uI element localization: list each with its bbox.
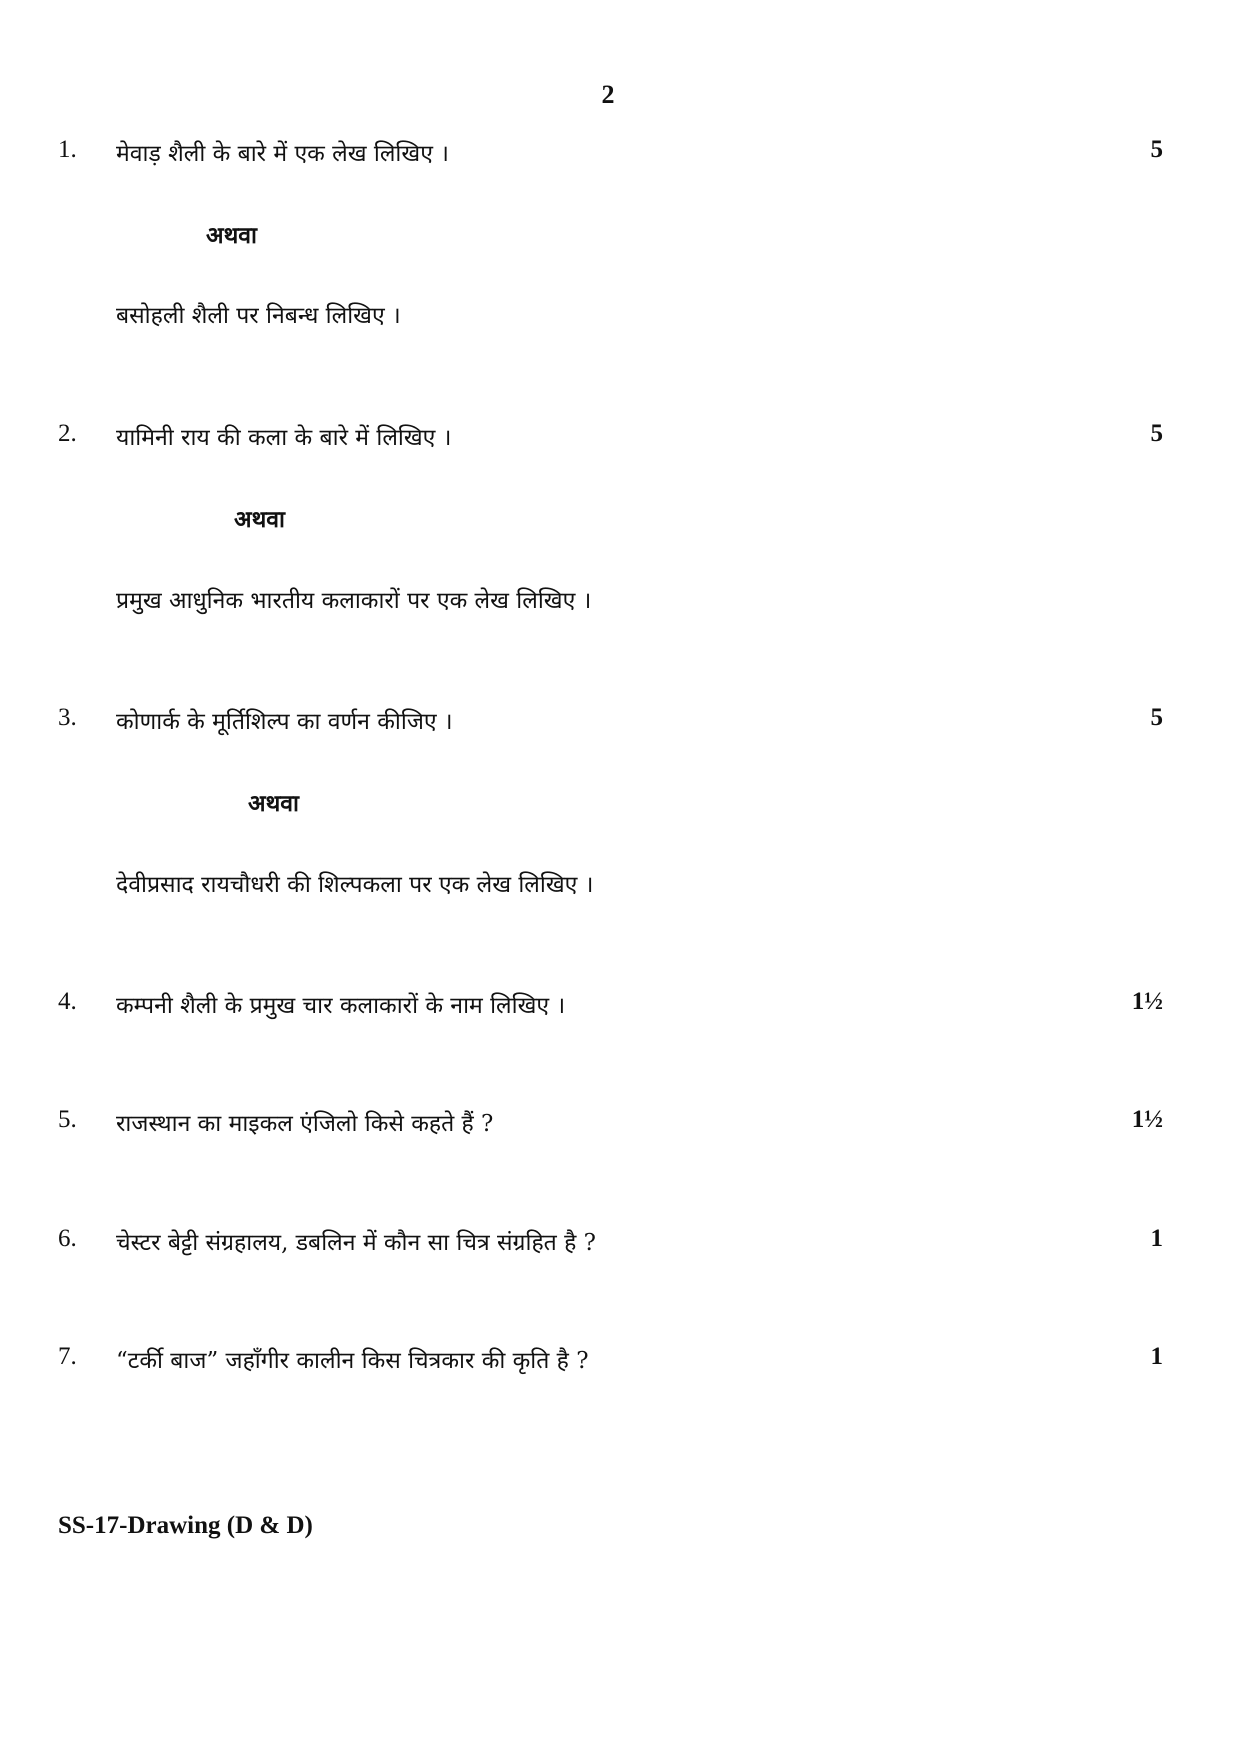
question-text: चेस्टर बेट्टी संग्रहालय, डबलिन में कौन सा चित्र संग्रहित है ? — [116, 1230, 596, 1256]
question-marks: 5 — [1150, 136, 1163, 163]
question-7 — [0, 1343, 1241, 1383]
question-marks: 1 — [1150, 1343, 1163, 1370]
question-number: 1. — [58, 136, 77, 163]
question-marks: 5 — [1150, 420, 1163, 447]
question-2 — [0, 420, 1241, 460]
question-6 — [0, 1225, 1241, 1265]
alternative-question-3: देवीप्रसाद रायचौधरी की शिल्पकला पर एक लेख लिखिए । — [116, 872, 594, 898]
question-4 — [0, 988, 1241, 1028]
question-5 — [0, 1106, 1241, 1146]
alternative-question-2: प्रमुख आधुनिक भारतीय कलाकारों पर एक लेख लिखिए । — [116, 588, 592, 614]
or-label: अथवा — [206, 222, 258, 249]
question-text: कम्पनी शैली के प्रमुख चार कलाकारों के नाम लिखिए । — [116, 993, 566, 1019]
question-number: 6. — [58, 1225, 77, 1252]
or-label: अथवा — [248, 790, 300, 817]
alternative-question-1: बसोहली शैली पर निबन्ध लिखिए । — [116, 303, 401, 329]
question-marks: 5 — [1150, 704, 1163, 731]
question-marks: 1 — [1150, 1225, 1163, 1252]
question-number: 4. — [58, 988, 77, 1015]
question-text: मेवाड़ शैली के बारे में एक लेख लिखिए । — [116, 141, 449, 167]
question-1 — [0, 136, 1241, 176]
or-label: अथवा — [234, 506, 286, 533]
question-marks: 1½ — [1131, 988, 1163, 1015]
question-number: 3. — [58, 704, 77, 731]
question-marks: 1½ — [1131, 1106, 1163, 1133]
question-text: राजस्थान का माइकल एंजिलो किसे कहते हैं ? — [116, 1111, 494, 1137]
question-text: कोणार्क के मूर्तिशिल्प का वर्णन कीजिए । — [116, 709, 453, 735]
question-text: यामिनी राय की कला के बारे में लिखिए । — [116, 425, 452, 451]
question-number: 5. — [58, 1106, 77, 1133]
page-number: 2 — [601, 80, 615, 109]
question-number: 2. — [58, 420, 77, 447]
question-text: “टर्की बाज” जहाँगीर कालीन किस चित्रकार की कृति है ? — [116, 1348, 589, 1374]
question-number: 7. — [58, 1343, 77, 1370]
question-3 — [0, 704, 1241, 744]
footer-paper-code: SS-17-Drawing (D & D) — [58, 1512, 313, 1539]
